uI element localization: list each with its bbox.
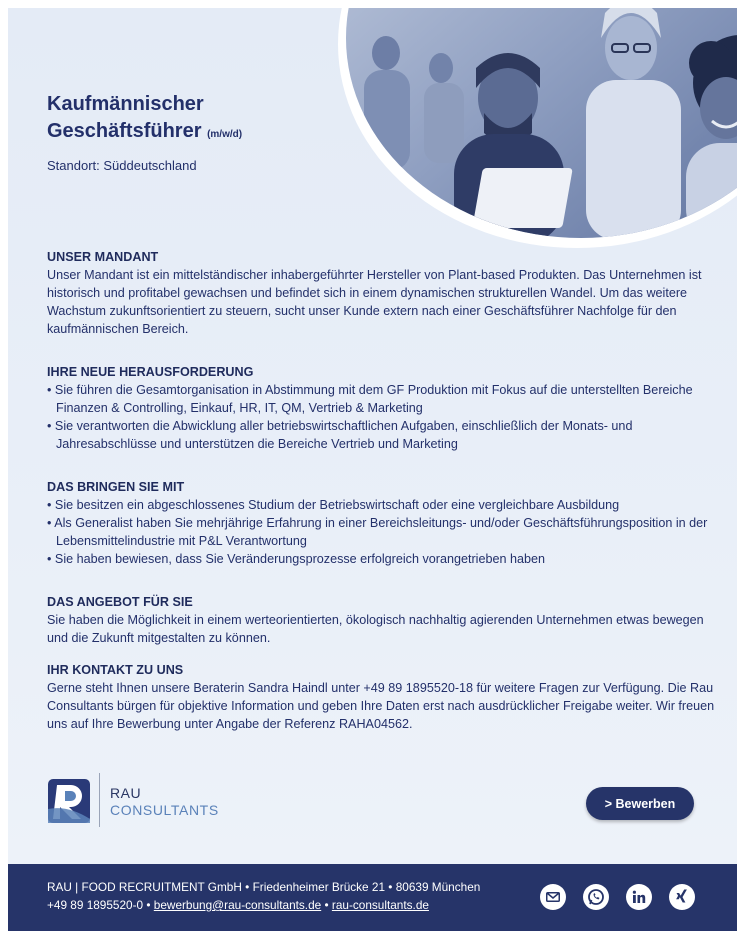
logo-text-consultants: CONSULTANTS [110, 802, 219, 818]
email-link[interactable]: bewerbung@rau-consultants.de [153, 898, 322, 912]
section-herausforderung [47, 363, 722, 453]
section-angebot [47, 593, 722, 647]
bullet-list [47, 381, 722, 453]
section-text: Sie haben die Möglichkeit in einem werteorientierten, ökologisch nachhaltig agierenden Unternehmen etwas bewegen und die Zukunft mitgestalten zu können. [47, 613, 704, 645]
list-item: • Sie besitzen ein abgeschlossenes Studium der Betriebswirtschaft oder eine vergleichbare Ausbildung [47, 496, 722, 514]
job-location: Standort: Süddeutschland [47, 158, 197, 173]
rau-logo-mark [48, 779, 90, 823]
section-heading: DAS BRINGEN SIE MIT [47, 480, 185, 494]
job-title [47, 91, 347, 148]
job-title-line2: Geschäftsführer [47, 120, 202, 142]
separator: • [321, 898, 332, 912]
rau-logo [48, 773, 218, 831]
section-kontakt [47, 661, 722, 733]
xing-icon[interactable] [669, 884, 695, 910]
section-text: Unser Mandant ist ein mittelständischer inhabergeführter Hersteller von Plant-based Produkten. Das Unternehmen ist historisch und profitabel gewachsen und befindet sich in einem dynamischen strukturellen Wandel. Um das weitere Wachstum zukunftsorientiert zu steuern, sucht unser Kunde extern nach einer Geschäftsführer Nachfolge für den kaufmännischen Bereich. [47, 268, 702, 336]
section-mandant [47, 248, 722, 338]
logo-text-rau: RAU [110, 785, 142, 801]
section-mitbringen [47, 478, 722, 568]
team-photo [346, 8, 737, 238]
section-heading: UNSER MANDANT [47, 250, 159, 264]
linkedin-icon[interactable] [626, 884, 652, 910]
job-card [8, 8, 737, 864]
list-item: • Sie haben bewiesen, dass Sie Veränderungsprozesse erfolgreich vorangetrieben haben [47, 550, 722, 568]
gender-suffix: (m/w/d) [207, 129, 243, 140]
section-heading: IHR KONTAKT ZU UNS [47, 663, 184, 677]
section-heading: DAS ANGEBOT FÜR SIE [47, 595, 193, 609]
mail-icon[interactable] [540, 884, 566, 910]
separator: • [143, 898, 154, 912]
job-title-line1: Kaufmännischer [47, 93, 204, 115]
phone-number: +49 89 1895520-0 [47, 898, 144, 912]
apply-button[interactable]: > Bewerben [586, 787, 694, 820]
website-link[interactable]: rau-consultants.de [331, 898, 429, 912]
list-item: • Sie führen die Gesamtorganisation in Abstimmung mit dem GF Produktion mit Fokus auf die unterstellten Bereiche Finanzen & Controlling, Einkauf, HR, IT, QM, Vertrieb & Marketing [47, 381, 722, 417]
footer [8, 864, 737, 931]
company-address: RAU | FOOD RECRUITMENT GmbH • Friedenheimer Brücke 21 • 80639 München [47, 880, 481, 894]
whatsapp-icon[interactable] [583, 884, 609, 910]
list-item: • Als Generalist haben Sie mehrjährige Erfahrung in einer Bereichsleitungs- und/oder Geschäftsführungsposition in der Lebensmittelindustrie mit P&L Verantwortung [47, 514, 722, 550]
list-item: • Sie verantworten die Abwicklung aller betriebswirtschaftlichen Aufgaben, einschließlich der Monats- und Jahresabschlüsse und unterstützen die Bereiche Vertrieb und Marketing [47, 417, 722, 453]
contact-line [47, 898, 429, 912]
bullet-list [47, 496, 722, 568]
logo-divider [99, 773, 100, 827]
section-heading: IHRE NEUE HERAUSFORDERUNG [47, 365, 254, 379]
section-text: Gerne steht Ihnen unsere Beraterin Sandra Haindl unter +49 89 1895520-18 für weitere Fragen zur Verfügung. Die Rau Consultants bürgen für objektive Information und geben Ihre Daten erst nach ausdrücklicher Freigabe weiter. Wir freuen uns auf Ihre Bewerbung unter Angabe der Referenz RAHA04562. [47, 681, 715, 731]
